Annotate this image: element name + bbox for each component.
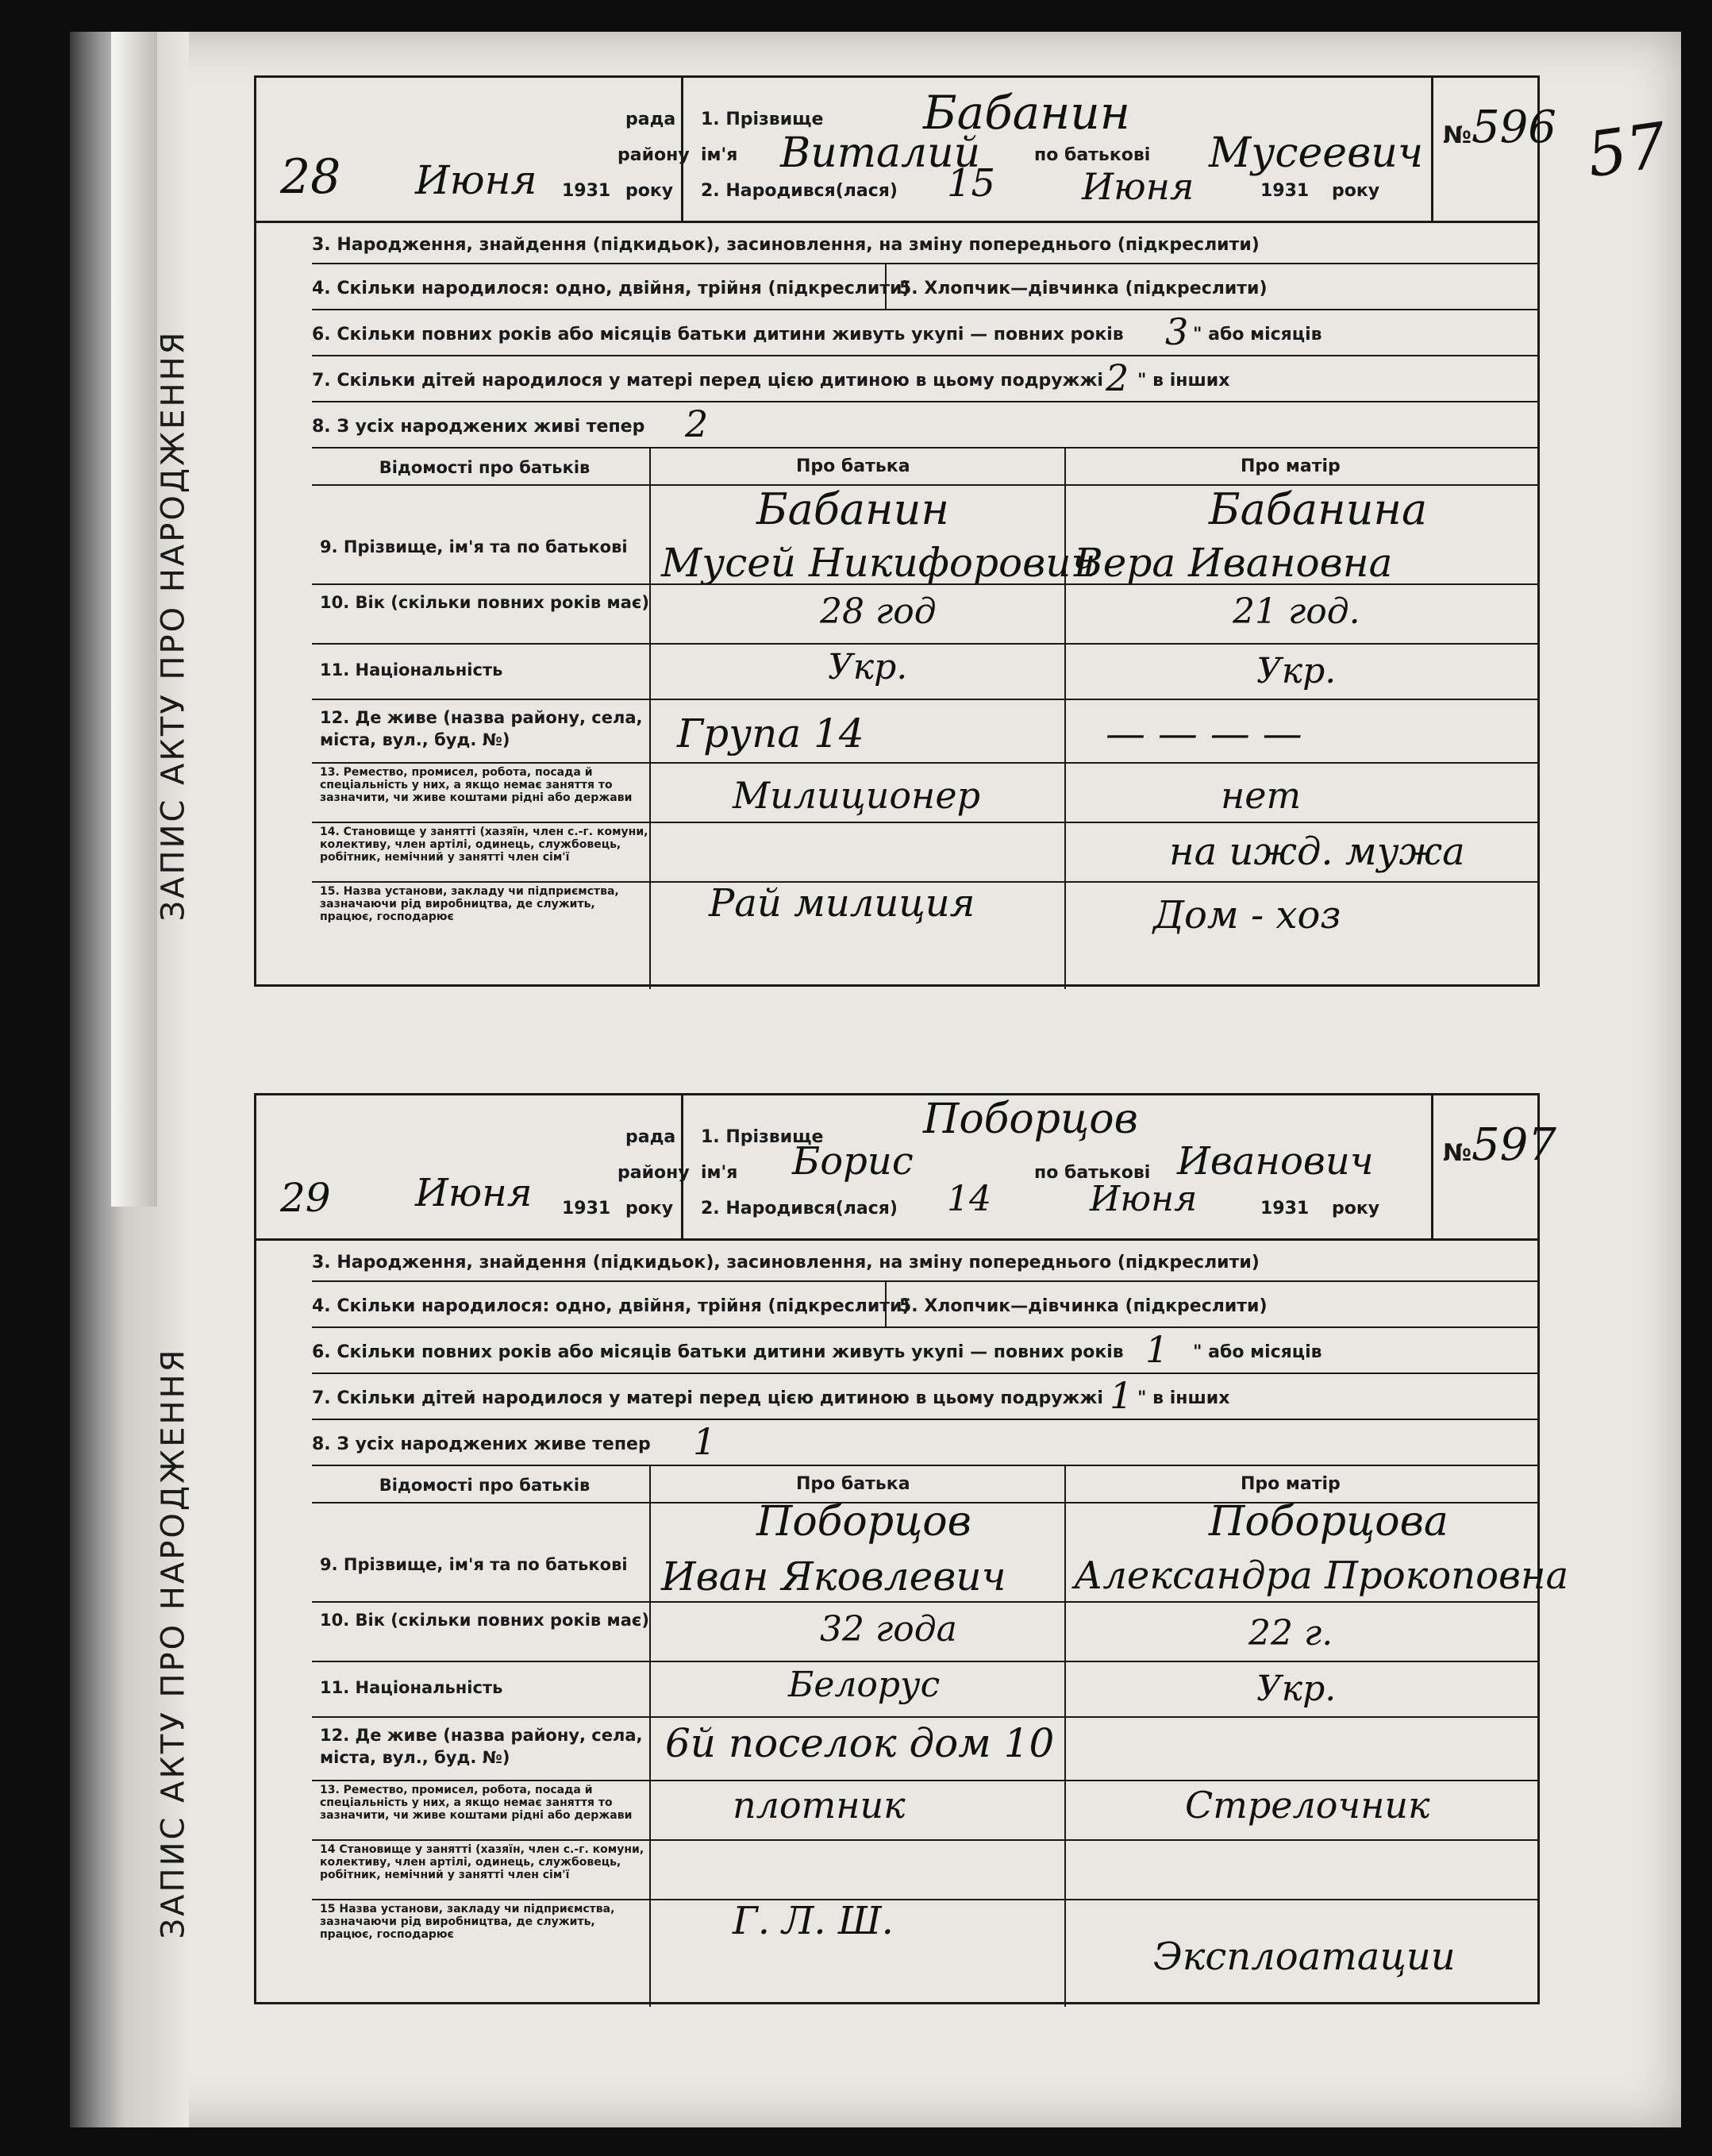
r14-label: 14 Становище у занятті (хазяїн, член с.-г. комуни, колективу, член артілі, одинець, службовець, робітник, немічний у занятті член сім'ї [320, 1843, 644, 1881]
birth-record-2 [155, 1093, 1569, 2004]
father-job: Милиционер [733, 774, 981, 817]
r12-label: 12. Де живе (назва району, села, міста, вул., буд. №) [320, 708, 643, 749]
roku-label: року [625, 181, 674, 201]
side-title: ЗАПИС АКТУ ПРО НАРОДЖЕННЯ [155, 1347, 192, 1939]
row-4-text: 4. Скільки народилося: одно, двійня, трійня (підкреслити) [312, 279, 910, 298]
row-7-text: 7. Скільки дітей народилося у матері перед цією дитиною в цьому подружжі [312, 1388, 1103, 1408]
patronymic-label: по батькові [1034, 1163, 1151, 1183]
record-number-block [1431, 78, 1556, 221]
row-6-months-label: " або місяців [1193, 1342, 1322, 1362]
father-surname: Бабанин [756, 484, 949, 534]
row-8-value: 2 [685, 402, 709, 445]
row-7 [312, 356, 1537, 402]
patronymic-label: по батькові [1034, 145, 1151, 165]
r11-label: 11. Національність [320, 660, 503, 680]
father-surname: Поборцов [756, 1498, 971, 1546]
father-name: Мусей Никифорович [661, 540, 1096, 586]
registration-month: Июня [415, 157, 537, 203]
row-6 [312, 1328, 1537, 1374]
r15-label: 15. Назва установи, закладу чи підприємства, зазначаючи рід виробництва, де служить, працює, господарює [320, 885, 619, 923]
registration-month: Июня [415, 1171, 533, 1215]
mother-surname: Поборцова [1209, 1498, 1448, 1546]
col-info-header: Відомості про батьків [379, 458, 591, 477]
r10-label: 10. Вік (скільки повних років має) [320, 1611, 649, 1630]
mother-name: Александра Прокоповна [1074, 1553, 1569, 1598]
rada-label: рада [625, 1127, 676, 1147]
father-address: 6й поселок дом 10 [665, 1720, 1055, 1766]
father-nation: Укр. [828, 647, 908, 687]
row-4-5 [312, 1282, 1537, 1328]
row-7 [312, 1374, 1537, 1420]
child-name: Виталий [780, 129, 981, 177]
registration-year: 1931 [562, 181, 611, 201]
r12-label: 12. Де живе (назва району, села, міста, вул., буд. №) [320, 1726, 643, 1767]
row-5-text: 5. Хлопчик—дівчинка (підкреслити) [899, 1296, 1268, 1316]
born-roku-label: року [1332, 181, 1380, 201]
col-mother-header: Про матір [1241, 456, 1341, 476]
row-6-text: 6. Скільки повних років або місяців батьки дитини живуть укупі — повних років [312, 325, 1124, 345]
row-8-text: 8. З усіх народжених живе тепер [312, 1434, 651, 1454]
col-mother-header: Про матір [1241, 1474, 1341, 1494]
birth-record-1 [155, 75, 1556, 987]
r9-label: 9. Прізвище, ім'я та по батькові [320, 1555, 628, 1574]
row-6-months-label: " або місяців [1193, 325, 1322, 345]
father-job: плотник [733, 1784, 906, 1827]
row-6-years: 3 [1165, 310, 1189, 353]
r9-label: 9. Прізвище, ім'я та по батькові [320, 537, 628, 556]
surname-label: 1. Прізвище [701, 110, 824, 129]
father-nation: Белорус [788, 1665, 941, 1705]
row-7-other: " в інших [1137, 371, 1230, 391]
registration-year: 1931 [562, 1199, 611, 1219]
father-age: 32 года [820, 1609, 957, 1650]
record-number: 597 [1472, 1119, 1556, 1171]
mother-age: 21 год. [1233, 591, 1360, 632]
r13-label: 13. Ремество, промисел, робота, посада й спеціальність у них, а якщо немає заняття то зазначити, чи живе коштами рідні або держави [320, 766, 633, 804]
side-title: ЗАПИС АКТУ ПРО НАРОДЖЕННЯ [155, 329, 192, 922]
roku-label: року [625, 1199, 674, 1219]
mother-workplace: Эксплоатации [1153, 1935, 1456, 1979]
born-year: 1931 [1260, 1199, 1310, 1219]
born-roku-label: року [1332, 1199, 1380, 1219]
child-name: Борис [792, 1139, 914, 1184]
born-label: 2. Народився(лася) [701, 1199, 898, 1219]
parents-table [312, 1466, 1569, 2007]
col-father-header: Про батька [796, 1474, 910, 1494]
number-label: № [1443, 121, 1472, 149]
row-6 [312, 310, 1537, 356]
child-patronymic: Иванович [1177, 1139, 1374, 1184]
row-6-years: 1 [1145, 1328, 1169, 1371]
child-surname: Бабанин [923, 86, 1130, 140]
born-year: 1931 [1260, 181, 1310, 201]
parents-table [312, 449, 1537, 989]
mother-status: на ижд. мужа [1169, 830, 1465, 874]
row-7-text: 7. Скільки дітей народилося у матері перед цією дитиною в цьому подружжі [312, 371, 1103, 391]
record-number: 596 [1472, 102, 1556, 153]
born-day: 14 [947, 1179, 991, 1219]
row-7-other: " в інших [1137, 1388, 1230, 1408]
registration-day: 29 [280, 1175, 331, 1221]
born-day: 15 [947, 161, 996, 206]
record-number-block [1431, 1095, 1556, 1238]
mother-nation: Укр. [1256, 651, 1337, 691]
mother-workplace: Дом - хоз [1153, 893, 1341, 937]
number-label: № [1443, 1139, 1472, 1167]
father-workplace: Рай милиция [709, 881, 975, 926]
surname-label: 1. Прізвище [701, 1127, 824, 1147]
father-name: Иван Яковлевич [661, 1553, 1006, 1600]
mother-age: 22 г. [1248, 1613, 1333, 1654]
row-8-text: 8. З усіх народжених живі тепер [312, 417, 645, 437]
row-3 [312, 221, 1537, 264]
row-4-text: 4. Скільки народилося: одно, двійня, трійня (підкреслити) [312, 1296, 910, 1316]
name-label: ім'я [701, 145, 738, 165]
col-info-header: Відомості про батьків [379, 1476, 591, 1495]
born-label: 2. Народився(лася) [701, 181, 898, 201]
row-3-text: 3. Народження, знайдення (підкидьок), засиновлення, на зміну попереднього (підкреслити) [312, 235, 1260, 255]
r10-label: 10. Вік (скільки повних років має) [320, 593, 649, 612]
record-header [256, 1095, 1556, 1241]
row-8-value: 1 [693, 1420, 717, 1463]
row-7-value: 2 [1106, 356, 1129, 399]
born-month: Июня [1090, 1179, 1198, 1219]
r14-label: 14. Становище у занятті (хазяїн, член с.-г. комуни, колективу, член артілі, одинець, службовець, робітник, немічний у занятті член сім'ї [320, 826, 648, 864]
r15-label: 15 Назва установи, закладу чи підприємства, зазначаючи рід виробництва, де служить, працює, господарює [320, 1903, 615, 1941]
mother-nation: Укр. [1256, 1669, 1337, 1709]
r11-label: 11. Національність [320, 1678, 503, 1697]
row-6-text: 6. Скільки повних років або місяців батьки дитини живуть укупі — повних років [312, 1342, 1124, 1362]
mother-job: Стрелочник [1185, 1784, 1430, 1827]
row-4-5 [312, 264, 1537, 310]
row-8 [312, 1420, 1537, 1466]
father-age: 28 год [820, 591, 937, 632]
registration-day: 28 [280, 149, 341, 205]
child-patronymic: Мусеевич [1209, 129, 1424, 177]
registration-date-block [256, 1095, 690, 1238]
mother-name: Вера Ивановна [1074, 540, 1393, 586]
rayonu-label: району [617, 145, 690, 165]
child-surname: Поборцов [923, 1095, 1138, 1143]
father-workplace: Г. Л. Ш. [733, 1899, 894, 1943]
born-month: Июня [1082, 165, 1195, 208]
row-5-text: 5. Хлопчик—дівчинка (підкреслити) [899, 279, 1268, 298]
father-address: Група 14 [677, 710, 864, 757]
rada-label: рада [625, 110, 676, 129]
row-7-value: 1 [1110, 1374, 1133, 1417]
mother-job: нет [1221, 774, 1302, 817]
col-father-header: Про батька [796, 456, 910, 476]
mother-surname: Бабанина [1209, 484, 1428, 534]
page-number: 57 [1583, 110, 1672, 192]
row-3-text: 3. Народження, знайдення (підкидьок), засиновлення, на зміну попереднього (підкреслити) [312, 1253, 1260, 1272]
row-8 [312, 402, 1537, 449]
row-3 [312, 1238, 1537, 1282]
r13-label: 13. Ремество, промисел, робота, посада й спеціальність у них, а якщо немає заняття то зазначити, чи живе коштами рідні або держави [320, 1784, 633, 1822]
record-header [256, 78, 1556, 223]
name-label: ім'я [701, 1163, 738, 1183]
rayonu-label: району [617, 1163, 690, 1183]
registration-date-block [256, 78, 690, 221]
mother-address: — — — — [1106, 710, 1302, 757]
